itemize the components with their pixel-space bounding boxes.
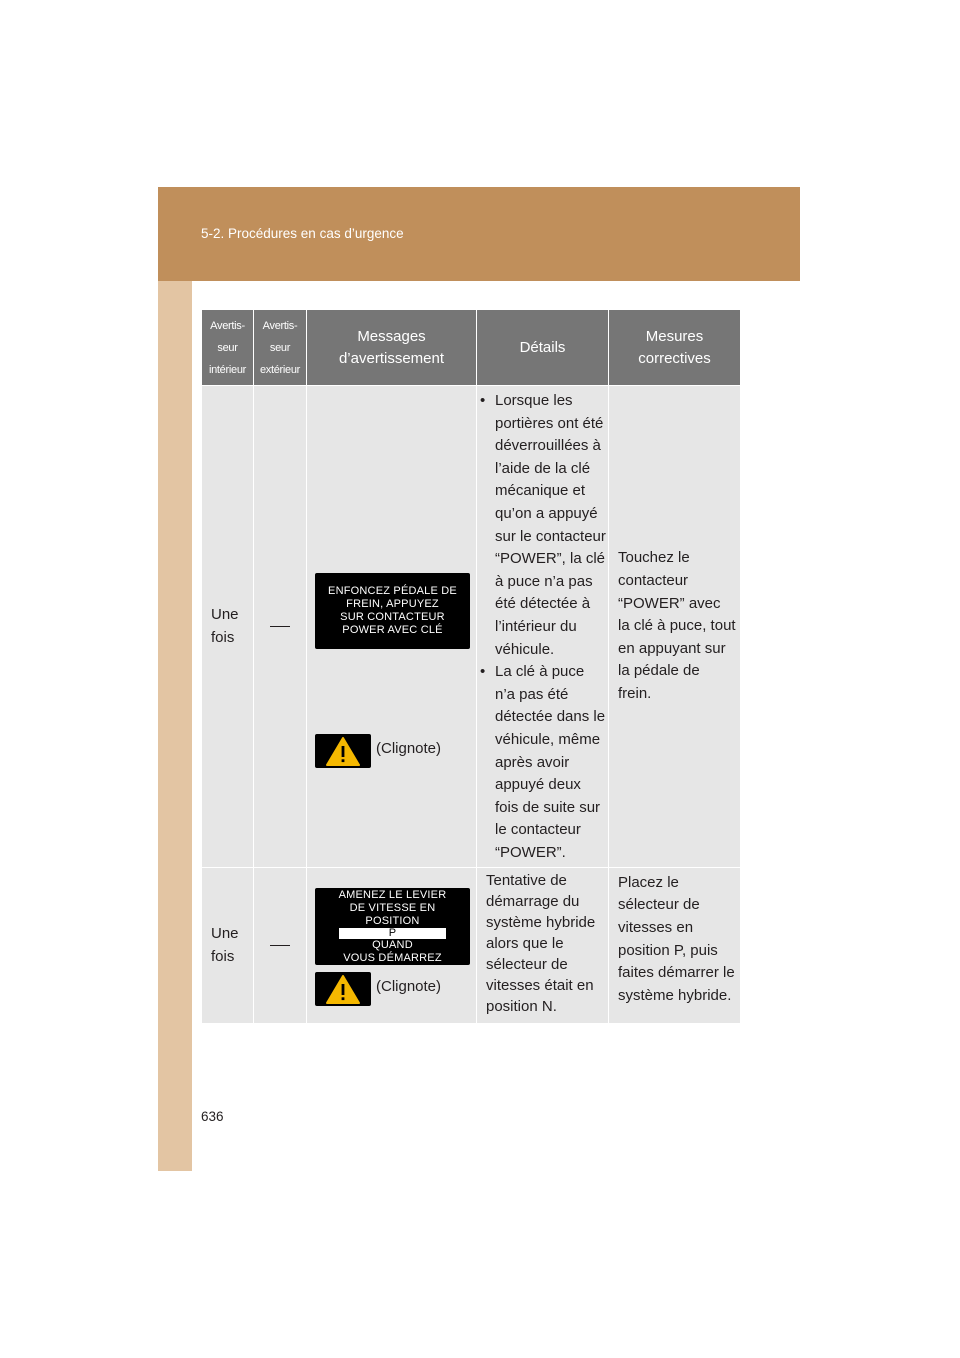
details-cell — [477, 386, 609, 868]
header-messages-line2: d’avertissement — [338, 349, 445, 367]
header-exterior-warning — [254, 310, 307, 386]
blink-label: (Clignote) — [376, 978, 442, 995]
warning-table — [201, 309, 741, 1024]
dash-mark — [270, 945, 290, 946]
header-exterior-warning-line2: seur — [269, 341, 291, 354]
table-row — [202, 386, 741, 868]
message-cell — [307, 386, 477, 868]
page-number: 636 — [201, 1109, 224, 1124]
warning-display-message — [315, 573, 470, 649]
header-interior-warning-line1: Avertis- — [210, 319, 245, 332]
header-exterior-warning-line1: Avertis- — [262, 319, 298, 332]
details-cell — [477, 868, 609, 1024]
display-line: DE VITESSE EN — [349, 901, 436, 914]
display-word: QUAND — [372, 938, 413, 951]
interior-warning-line2: fois — [211, 947, 235, 965]
display-line: AMENEZ LE LEVIER — [338, 888, 447, 901]
detail-item: • Lorsque les portières ont été déverrouillées à l’aide de la clé mécanique et qu’on a appuyé sur le contacteur “POWER”, la clé à puce n’a pas été détectée à l’intérieur du véhicule. — [477, 390, 608, 661]
header-corrective-line2: correctives — [638, 349, 711, 367]
display-line: FREIN, APPUYEZ — [346, 598, 439, 610]
header-corrective — [609, 310, 741, 386]
header-interior-warning — [202, 310, 254, 386]
message-cell — [307, 868, 477, 1024]
exterior-warning-cell — [254, 868, 307, 1024]
page-sidebar-strip — [158, 281, 192, 1171]
dash-mark — [270, 626, 290, 627]
corrective-text: Placez le sélecteur de vitesses en position P, puis faites démarrer le système hybride. — [618, 873, 735, 1004]
header-corrective-line1: Mesures — [645, 327, 704, 345]
display-word: POSITION — [365, 914, 420, 927]
detail-item: • La clé à puce n’a pas été détectée dans le véhicule, même après avoir appuyé deux fois de suite sur le contacteur “POWER”. — [477, 661, 608, 864]
header-messages — [307, 310, 477, 386]
detail-text: Tentative de démarrage du système hybride alors que le sélecteur de vitesses était en position N. — [486, 872, 596, 1015]
warning-triangle-icon — [315, 972, 371, 1006]
p-position-badge: P — [339, 928, 447, 939]
header-interior-warning-line2: seur — [217, 341, 238, 354]
display-line — [339, 915, 447, 952]
display-line: SUR CONTACTEUR — [340, 611, 445, 623]
header-exterior-warning-line3: extérieur — [259, 363, 301, 376]
corrective-cell — [609, 386, 741, 868]
header-details: Détails — [477, 310, 609, 386]
section-title: 5-2. Procédures en cas d’urgence — [201, 226, 404, 241]
interior-warning-cell — [202, 868, 254, 1024]
warning-triangle-icon — [315, 734, 371, 768]
interior-warning-cell — [202, 386, 254, 868]
header-interior-warning-line3: intérieur — [208, 363, 247, 376]
display-line: ENFONCEZ PÉDALE DE — [328, 585, 457, 597]
exterior-warning-cell — [254, 386, 307, 868]
corrective-text: Touchez le contacteur “POWER” avec la clé à puce, tout en appuyant sur la pédale de frein. — [618, 549, 736, 702]
table-row — [202, 868, 741, 1024]
blink-label: (Clignote) — [376, 740, 442, 757]
header-messages-line1: Messages — [357, 327, 426, 345]
corrective-cell — [609, 868, 741, 1024]
table-header-row — [202, 310, 741, 386]
display-line: VOUS DÉMARREZ — [343, 951, 442, 964]
interior-warning-line1: Une — [211, 924, 239, 942]
interior-warning-line1: Une — [211, 605, 239, 623]
interior-warning-line2: fois — [211, 628, 235, 646]
warning-display-message — [315, 888, 470, 965]
display-line: POWER AVEC CLÉ — [342, 624, 443, 636]
